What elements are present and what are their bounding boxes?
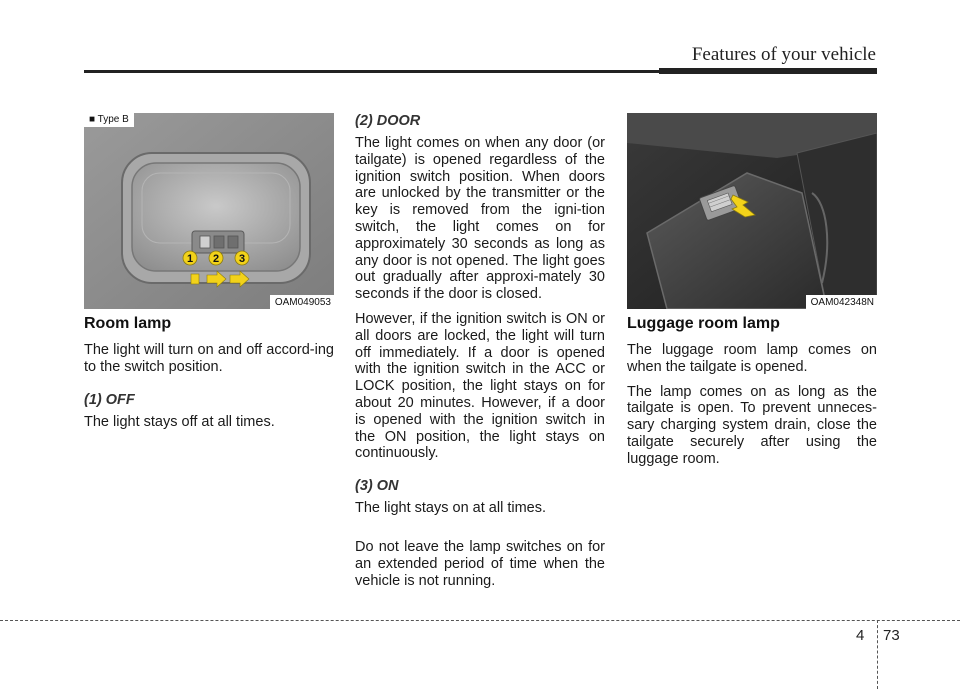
luggage-lamp-text-2: The lamp comes on as long as the tailgate is open. To prevent unneces-sary charging system drain, close the tailgate securely after using the luggage room. xyxy=(627,383,877,467)
footer-divider xyxy=(877,620,878,689)
indicator-square-icon xyxy=(191,274,199,284)
on-text: The light stays on at all times. xyxy=(355,500,546,517)
header-rule-accent xyxy=(659,68,877,74)
footer-rule xyxy=(0,620,960,621)
luggage-lamp-text-1: The luggage room lamp comes on when the tailgate is opened. xyxy=(627,342,877,375)
door-text-1: The light comes on when any door (or tailgate) is opened regardless of the ignition switch position. When doors are unlocked by the transmitter or the key is removed from the igni-tion switch, the light comes on for approximately 30 seconds as long as any door is not opened. The light goes out gradually after approxi-mately 30 seconds if the door is closed. xyxy=(355,135,605,303)
door-subheading: (2) DOOR xyxy=(355,113,421,129)
figure-code: OAM049053 xyxy=(270,295,334,309)
off-text: The light stays off at all times. xyxy=(84,413,275,430)
room-lamp-heading: Room lamp xyxy=(84,315,172,332)
luggage-lamp-heading: Luggage room lamp xyxy=(627,315,780,332)
luggage-lamp-illustration xyxy=(627,113,877,309)
off-subheading: (1) OFF xyxy=(84,391,135,408)
room-lamp-illustration xyxy=(84,113,334,309)
on-subheading: (3) ON xyxy=(355,478,399,495)
warning-text: Do not leave the lamp switches on for an extended period of time when the vehicle is not running. xyxy=(355,538,605,589)
luggage-lamp-photo xyxy=(627,113,877,309)
type-label: ■ Type B xyxy=(84,113,134,127)
callout-3: 3 xyxy=(238,253,246,265)
door-text-2: However, if the ignition switch is ON or all doors are locked, the light will turn off immediately. If a door is opened with the ignition switch in the ACC or LOCK position, the light stays on for about 20 minutes. However, if a door is opened with the ignition switch in the ON position, the light stays on continuously. xyxy=(355,310,605,462)
spacer xyxy=(355,525,605,539)
switch-positions-section xyxy=(355,113,605,597)
page-number: 73 xyxy=(883,627,900,644)
room-lamp-photo xyxy=(84,113,334,309)
room-lamp-section xyxy=(84,113,334,438)
header-title: Features of your vehicle xyxy=(691,44,876,65)
callout-2: 2 xyxy=(212,253,220,265)
callout-1: 1 xyxy=(186,253,194,265)
room-lamp-intro: The light will turn on and off accord-ing to the switch position. xyxy=(84,342,334,375)
luggage-lamp-section xyxy=(627,113,877,476)
chapter-number: 4 xyxy=(856,627,865,644)
figure-code: OAM042348N xyxy=(806,295,877,309)
